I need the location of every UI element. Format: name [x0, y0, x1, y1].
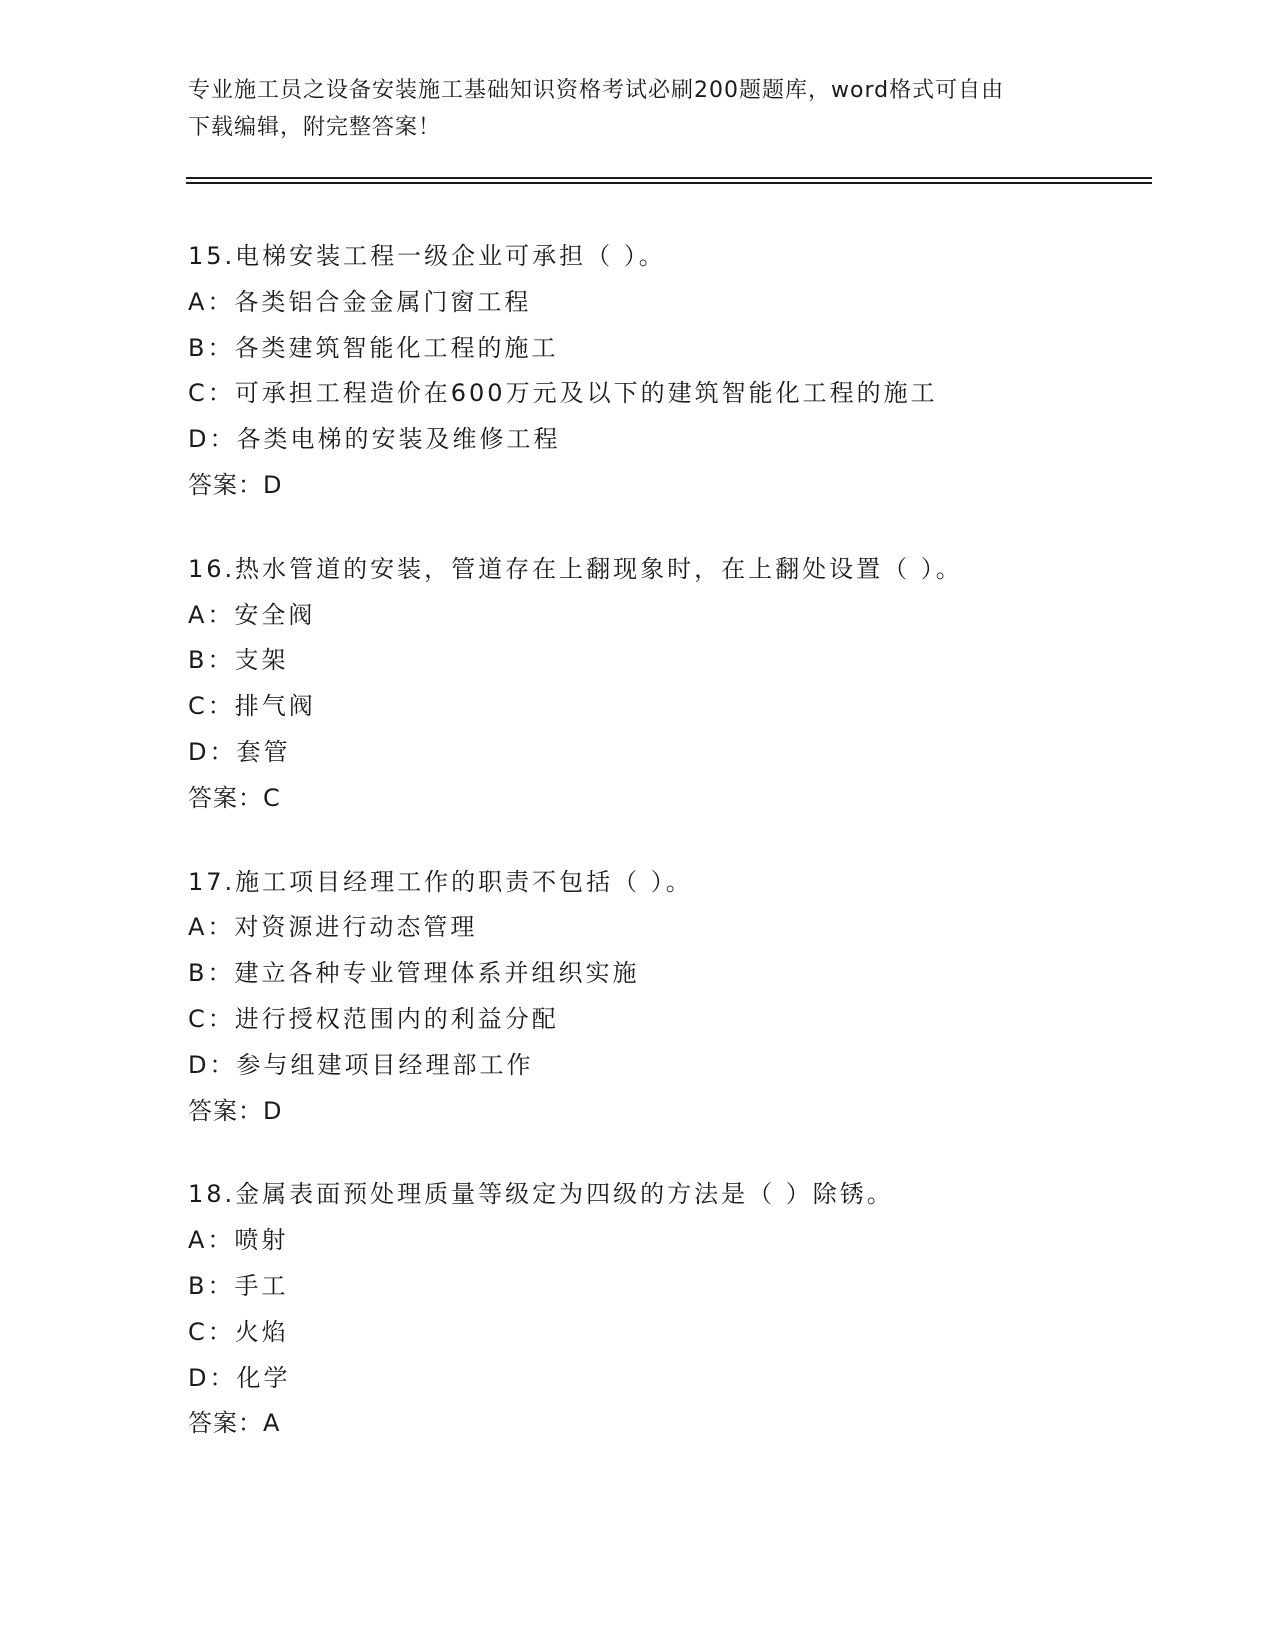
- question-stem: 16.热水管道的安装，管道存在上翻现象时，在上翻处设置（ ）。: [188, 554, 963, 583]
- option-b: B：支架: [188, 646, 289, 675]
- option-c: C：排气阀: [188, 692, 316, 721]
- option-c: C：可承担工程造价在600万元及以下的建筑智能化工程的施工: [188, 379, 938, 408]
- document-header: [188, 72, 1088, 146]
- header-line-1: 专业施工员之设备安装施工基础知识资格考试必刷200题题库，word格式可自由: [188, 78, 1005, 103]
- option-b: B：建立各种专业管理体系并组织实施: [188, 959, 640, 988]
- option-b: B：各类建筑智能化工程的施工: [188, 333, 559, 362]
- question-stem: 15.电梯安装工程一级企业可承担（ ）。: [188, 242, 666, 270]
- answer: 答案：D: [188, 470, 283, 499]
- header-divider-bottom: [186, 182, 1152, 184]
- option-d: D：参与组建项目经理部工作: [188, 1050, 534, 1079]
- option-a: A：喷射: [188, 1226, 289, 1255]
- answer: 答案：D: [188, 1096, 283, 1125]
- question-list: [188, 234, 1168, 1485]
- option-c: C：进行授权范围内的利益分配: [188, 1004, 559, 1033]
- option-a: A：安全阀: [188, 600, 316, 629]
- option-a: A：各类铝合金金属门窗工程: [188, 287, 532, 316]
- option-d: D：各类电梯的安装及维修工程: [188, 425, 561, 454]
- question-17: [188, 860, 1168, 1135]
- question-stem: 17.施工项目经理工作的职责不包括（ ）。: [188, 867, 693, 896]
- answer: 答案：A: [188, 1409, 281, 1438]
- question-15: [188, 234, 1168, 509]
- header-divider-top: [186, 177, 1152, 179]
- option-a: A：对资源进行动态管理: [188, 913, 478, 942]
- question-18: [188, 1172, 1168, 1447]
- option-d: D：套管: [188, 737, 291, 766]
- question-16: [188, 547, 1168, 822]
- question-stem: 18.金属表面预处理质量等级定为四级的方法是（ ）除锈。: [188, 1180, 894, 1209]
- header-line-2: 下载编辑，附完整答案！: [188, 115, 442, 140]
- option-b: B：手工: [188, 1271, 289, 1300]
- option-d: D：化学: [188, 1363, 291, 1392]
- answer: 答案：C: [188, 783, 281, 812]
- option-c: C：火焰: [188, 1317, 289, 1346]
